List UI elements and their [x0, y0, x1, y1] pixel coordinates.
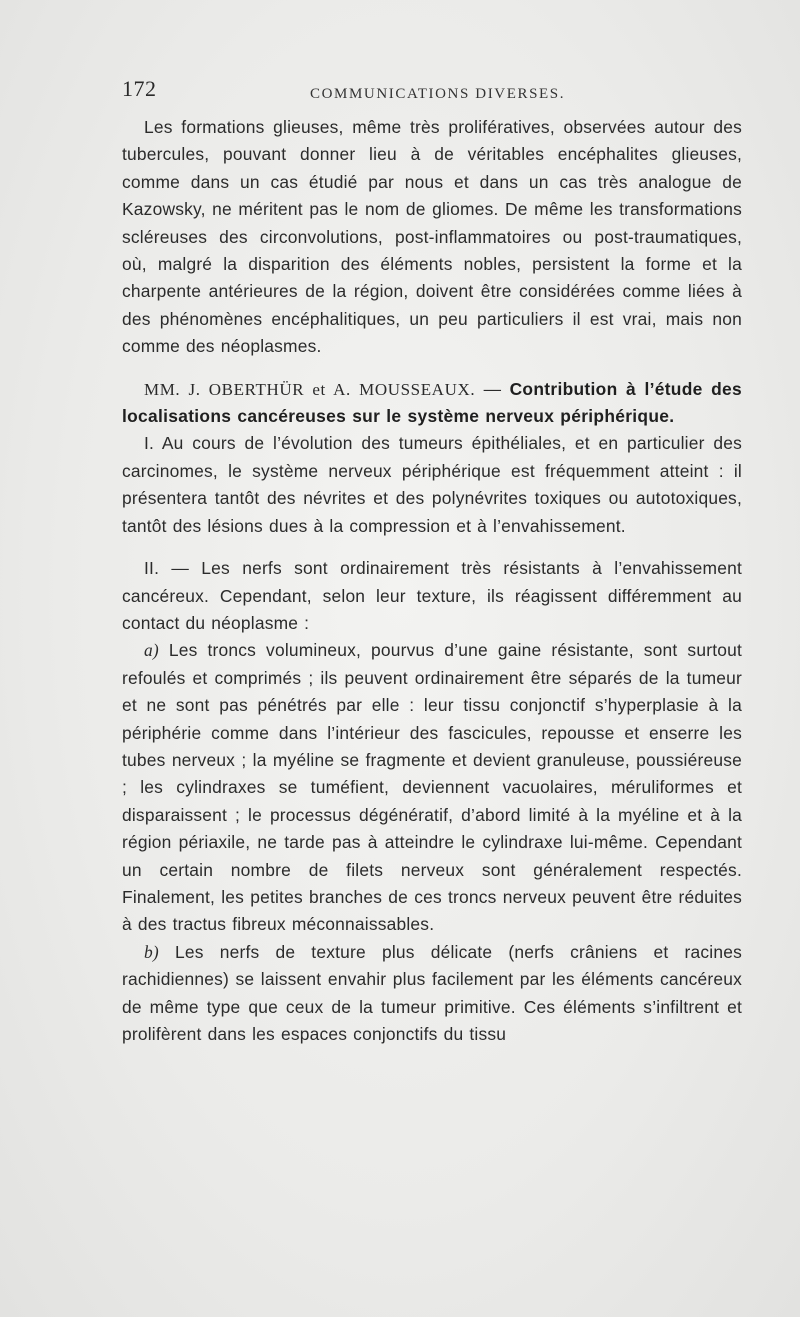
running-head: COMMUNICATIONS DIVERSES. [310, 86, 566, 102]
body-text [122, 114, 742, 1048]
item-a-letter: a) [144, 640, 159, 661]
item-a-text: Les troncs volumineux, pourvus d’une gaine résistante, sont surtout refoulés et comprimés ; ils peuvent ordinairement être séparés de la tumeur et ne sont pas pénétrés par elle : leur tissu conjonctif s’hyperplasie à la périphérie comme dans l’intérieur des fascicules, repousse et enserre les tubes nerveux ; la myéline se fragmente et devient granuleuse, poussiéreuse ; les cylindraxes se tuméfient, deviennent vacuolaires, méruliformes et disparaissent ; le processus dégénératif, d’abord limité à la myéline et à la région périaxile, ne tarde pas à atteindre le cylindraxe lui-même. Cependant un certain nombre de filets nerveux sont généralement respectés. Finalement, les petites branches de ces troncs nerveux peuvent être réduites à des tractus fibreux méconnaissables. [122, 640, 742, 935]
page-header [122, 76, 742, 104]
article-heading [122, 376, 742, 431]
article-authors: MM. J. OBERTHÜR et A. MOUSSEAUX. [144, 379, 476, 399]
article-dash: — [475, 378, 510, 399]
paragraph-gliomes: Les formations glieuses, même très prolifératives, observées autour des tubercules, pouvant donner lieu à de véritables encéphalites glieuses, comme dans un cas étudié par nous et dans un cas très analogue de Kazowsky, ne méritent pas le nom de gliomes. De même les transformations scléreuses des circonvolutions, post-inflammatoires ou post-traumatiques, où, malgré la disparition des éléments nobles, persistent la forme et la charpente antérieures de la région, doivent être considérées comme liées à des phénomènes encéphalitiques, un peu particuliers il est vrai, mais non comme des néoplasmes. [122, 117, 742, 357]
paragraph-item-b [122, 939, 742, 1049]
item-b-letter: b) [144, 941, 159, 962]
paragraph-section-ii: II. — Les nerfs sont ordinairement très résistants à l’envahissement cancéreux. Cependant, selon leur texture, ils réagissent différemment au contact du néoplasme : [122, 558, 742, 633]
item-b-text: Les nerfs de texture plus délicate (nerfs crâniens et racines rachidiennes) se laissent envahir plus facilement par les éléments cancéreux de même type que ceux de la tumeur primitive. Ces éléments s’infiltrent et prolifèrent dans les espaces conjonctifs du tissu [122, 941, 742, 1044]
paragraph-section-i: I. Au cours de l’évolution des tumeurs épithéliales, et en particulier des carcinomes, le système nerveux périphérique est fréquemment atteint : il présentera tantôt des névrites et des polynévrites toxiques ou autotoxiques, tantôt des lésions dues à la compression et à l’envahissement. [122, 433, 742, 536]
page-number: 172 [122, 76, 157, 101]
article-title: Contribution à l’étude des localisations cancéreuses sur le système nerveux périphérique. [122, 378, 742, 427]
paragraph-item-a [122, 637, 742, 938]
